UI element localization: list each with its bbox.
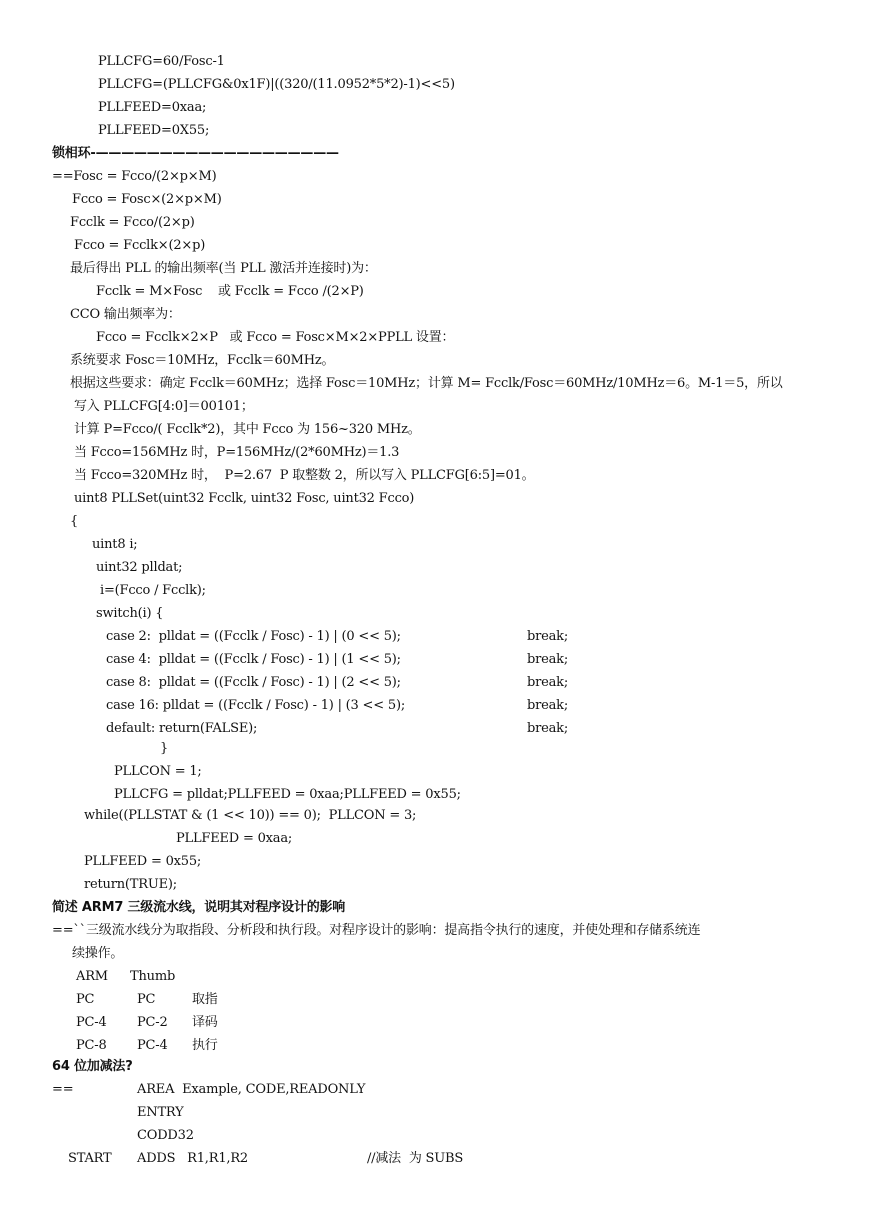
table-cell: PC-4 [76,1015,107,1030]
code-line: case 16: plldat = ((Fcclk / Fosc) - 1) | (3 << 5); [106,698,405,713]
code-line: case 4: plldat = ((Fcclk / Fosc) - 1) | (1 << 5); [106,652,401,667]
table-cell: PC [137,992,156,1007]
table-cell: PC [76,992,95,1007]
code-line: while((PLLSTAT & (1 << 10)) == 0); PLLCON = 3; [84,808,417,823]
code-line: i=(Fcco / Fcclk); [100,583,206,598]
code-break: break; [527,652,569,667]
text-line: Fcco = Fosc×(2×p×M) [72,192,222,207]
text-line: 当 Fcco=320MHz 时， P=2.67 P 取整数 2，所以写入 PLLCFG[6:5]=01。 [74,468,535,483]
code-line: uint8 PLLSet(uint32 Fcclk, uint32 Fosc, uint32 Fcco) [74,491,415,506]
text-line: ==Fosc = Fcco/(2×p×M) [52,169,217,184]
table-cell: 执行 [192,1038,218,1053]
code-break: break; [527,675,569,690]
code-line: { [70,514,79,529]
table-cell: 译码 [192,1015,218,1030]
section-heading-pipeline: 简述 ARM7 三级流水线，说明其对程序设计的影响 [52,900,346,915]
code-line: ADDS R1,R1,R2 [137,1151,248,1166]
code-label: START [68,1151,112,1166]
text-line: 根据这些要求：确定 Fcclk＝60MHz；选择 Fosc＝10MHz；计算 M= Fcclk/Fosc＝60MHz/10MHz＝6。M-1＝5，所以 [70,376,783,391]
text-line: Fcclk = M×Fosc 或 Fcclk = Fcco /(2×P) [96,284,364,299]
code-break: break; [527,629,569,644]
code-line: case 8: plldat = ((Fcclk / Fosc) - 1) | (2 << 5); [106,675,401,690]
code-break: break; [527,721,569,736]
code-line: PLLFEED = 0xaa; [176,831,293,846]
code-line: PLLFEED = 0x55; [84,854,202,869]
code-line: uint32 plldat; [96,560,183,575]
text-line: 最后得出 PLL 的输出频率(当 PLL 激活并连接时)为： [70,261,377,276]
code-line: default: return(FALSE); [106,721,258,736]
code-line: } [160,741,169,756]
text-line: ==``三级流水线分为取指段、分析段和执行段。对程序设计的影响：提高指令执行的速度，并使处理和存储系统连 [52,923,701,938]
text-line: PLLCFG=60/Fosc-1 [98,54,225,69]
code-line: AREA Example, CODE,READONLY [137,1082,366,1097]
table-cell: PC-4 [137,1038,168,1053]
text-line: 续操作。 [72,946,124,961]
text-line: PLLFEED=0X55; [98,123,210,138]
table-header-thumb: Thumb [130,969,176,984]
section-heading-64bit: 64 位加减法? [52,1059,133,1074]
text-line: Fcclk = Fcco/(2×p) [70,215,195,230]
text-line: PLLCFG=(PLLCFG&0x1F)|((320/(11.0952*5*2)-1)<<5) [98,77,455,92]
text-line: 当 Fcco=156MHz 时，P=156MHz/(2*60MHz)＝1.3 [74,445,400,460]
code-line: == [52,1082,74,1097]
text-line: Fcco = Fcclk×(2×p) [74,238,206,253]
text-line: 系统要求 Fosc＝10MHz，Fcclk＝60MHz。 [70,353,335,368]
text-line: 计算 P=Fcco/( Fcclk*2)，其中 Fcco 为 156~320 MHz。 [74,422,421,437]
code-break: break; [527,698,569,713]
text-line: Fcco = Fcclk×2×P 或 Fcco = Fosc×M×2×PPLL 设置： [96,330,455,345]
code-line: PLLCFG = plldat;PLLFEED = 0xaa;PLLFEED = 0x55; [114,787,461,802]
text-line: CCO 输出频率为： [70,307,181,322]
text-line: 写入 PLLCFG[4:0]＝00101； [74,399,254,414]
code-line: return(TRUE); [84,877,177,892]
code-line: ENTRY [137,1105,184,1120]
code-line: CODD32 [137,1128,194,1143]
section-heading-pll: 锁相环-——————————————————— [52,146,339,161]
table-cell: PC-2 [137,1015,168,1030]
text-line: PLLFEED=0xaa; [98,100,207,115]
table-header-arm: ARM [76,969,108,984]
table-cell: PC-8 [76,1038,107,1053]
code-line: uint8 i; [92,537,138,552]
code-comment: //减法 为 SUBS [367,1151,464,1166]
code-line: case 2: plldat = ((Fcclk / Fosc) - 1) | (0 << 5); [106,629,401,644]
table-cell: 取指 [192,992,218,1007]
code-line: switch(i) { [96,606,164,621]
code-line: PLLCON = 1; [114,764,202,779]
